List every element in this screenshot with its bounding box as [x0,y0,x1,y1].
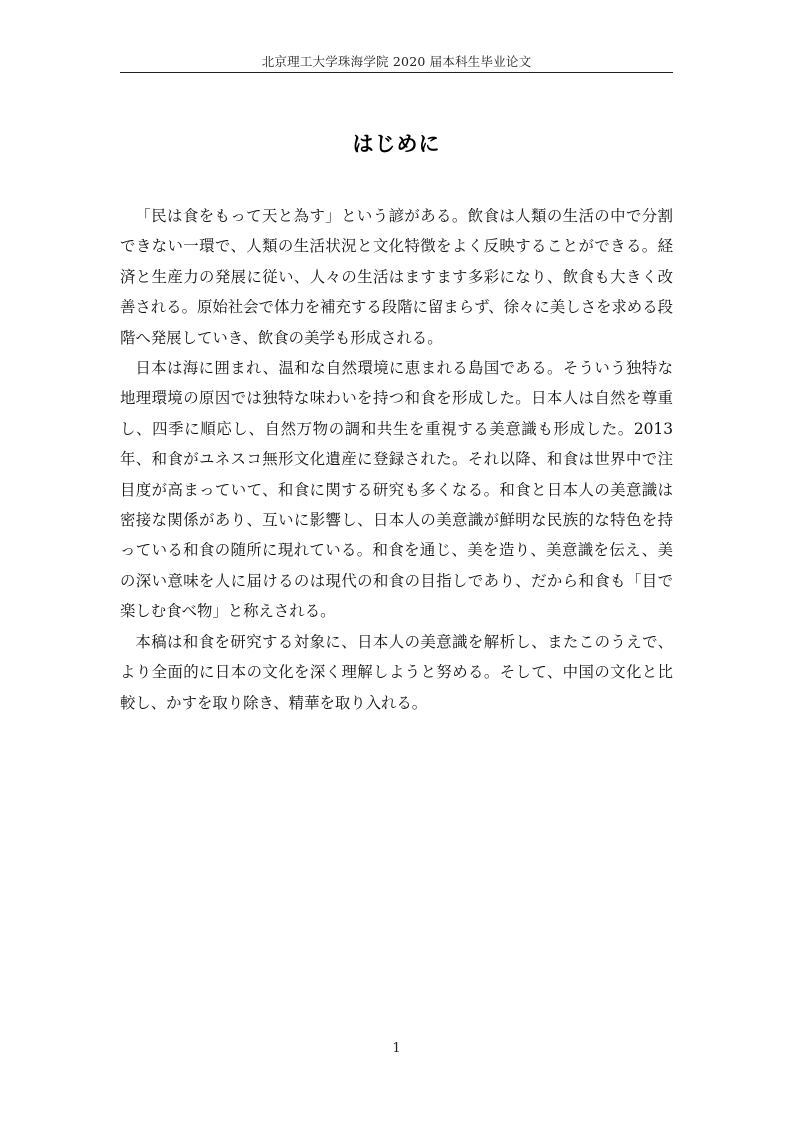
page-number: 1 [392,1041,401,1056]
paragraph-3: 本稿は和食を研究する対象に、日本人の美意識を解析し、またこのうえで、より全面的に日本の文化を深く理解しようと努める。そして、中国の文化と比較し、かすを取り除き、精華を取り入れる。 [120,632,673,712]
page-title: はじめに [352,131,441,156]
paragraph-1: 「民は食をもって天と為す」という諺がある。飲食は人類の生活の中で分割できない一環で、人類の生活状況と文化特徴をよく反映することができる。経済と生産力の発展に従い、人々の生活はますます多彩になり、飲食も大きく改善される。原始社会で体力を補充する段階に留まらず、徐々に美しさを求める段階へ発展していき、飲食の美学も形成される。 [120,207,673,347]
header-divider [120,72,673,73]
paragraph-2: 日本は海に囲まれ、温和な自然環境に恵まれる島国である。そういう独特な地理環境の原因では独特な味わいを持つ和食を形成した。日本人は自然を尊重し、四季に順応し、自然万物の調和共生を重視する美意識も形成した。2013 年、和食がユネスコ無形文化遺産に登録された。それ以降、和食は世界中で注目度が高まっていて、和食に関する研究も多くなる。和食と日本人の美意識は密接な関係があり、互いに影響し、日本人の美意識が鮮明な民族的な特色を持っている和食の随所に現れている。和食を通じ、美を造り、美意識を伝え、美の深い意味を人に届けるのは現代の和食の目指しであり、だから和食も「目で楽しむ食べ物」と称えされる。 [120,359,673,621]
body-text [120,201,673,718]
running-header: 北京理工大学珠海学院 2020 届本科生毕业论文 [261,54,532,69]
